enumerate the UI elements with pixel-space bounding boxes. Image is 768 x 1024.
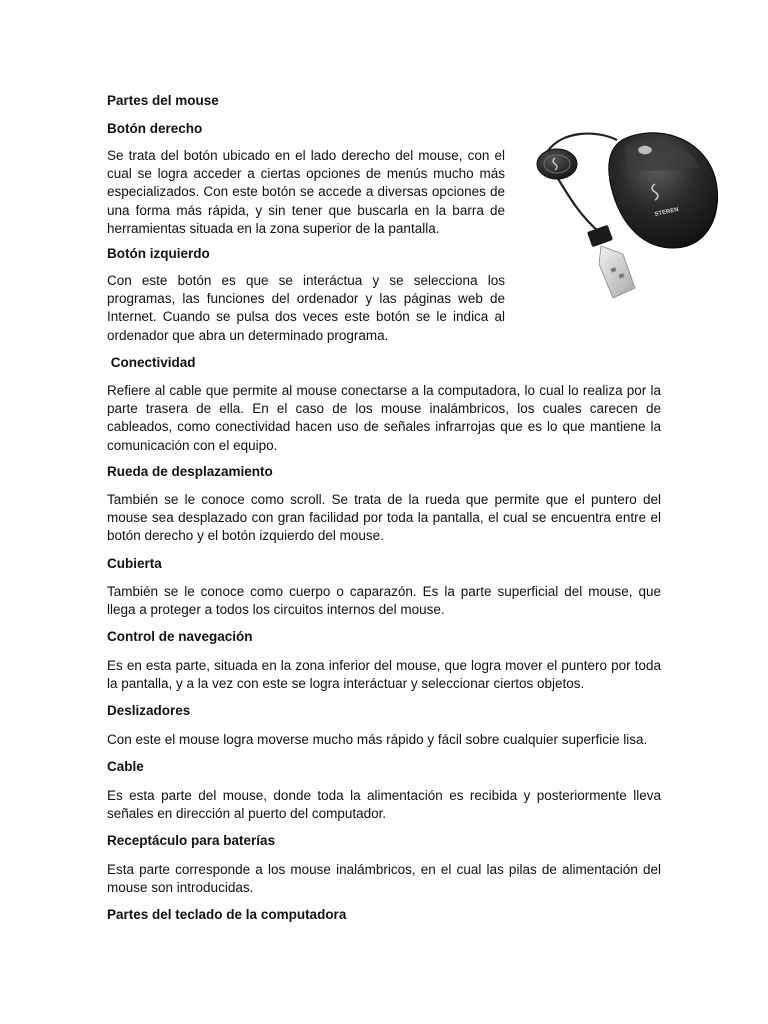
usb-connector <box>599 246 635 298</box>
section-heading-cable: Cable <box>107 759 144 774</box>
mouse-image <box>527 122 722 300</box>
brand-logo-text: STEREN <box>654 207 680 218</box>
cable-reel <box>537 149 577 179</box>
scroll-wheel <box>638 146 652 155</box>
next-section-heading: Partes del teclado de la computadora <box>107 907 347 922</box>
section-text-control-navegacion: Es en esta parte, situada en la zona inferior del mouse, que logra mover el puntero por toda la pantalla, y a la vez con este se logra interáctuar y seleccionar ciertos objetos. <box>107 658 661 692</box>
section-heading-rueda: Rueda de desplazamiento <box>107 464 273 479</box>
section-text-boton-derecho: Se trata del botón ubicado en el lado derecho del mouse, con el cual se logra acceder a ciertas opciones de menús mucho más especializados. Con este botón se accede a diversas opciones de una forma más rápida, y sin tener que buscarla en la barra de herramientas situada en la zona superior de la pantalla. <box>107 148 505 236</box>
document-title: Partes del mouse <box>107 93 219 108</box>
section-heading-boton-derecho: Botón derecho <box>107 121 203 136</box>
section-text-conectividad: Refiere al cable que permite al mouse conectarse a la computadora, lo cual lo realiza por la parte trasera de ella. En el caso de los mouse inalámbricos, los cuales carecen de cableados, como conectividad hacen uso de señales infrarrojas que es lo que mantiene la comunicación con el equipo. <box>107 383 661 453</box>
section-heading-conectividad: Conectividad <box>107 355 196 370</box>
section-text-rueda: También se le conoce como scroll. Se trata de la rueda que permite que el puntero del mouse sea desplazado con gran facilidad por toda la pantalla, el cual se encuentra entre el botón derecho y el botón izquierdo del mouse. <box>107 492 661 544</box>
section-text-deslizadores: Con este el mouse logra moverse mucho más rápido y fácil sobre cualquier superficie lisa. <box>107 732 648 747</box>
section-heading-control-navegacion: Control de navegación <box>107 629 253 644</box>
section-heading-boton-izquierdo: Botón izquierdo <box>107 246 210 261</box>
section-heading-deslizadores: Deslizadores <box>107 703 191 718</box>
section-text-cubierta: También se le conoce como cuerpo o caparazón. Es la parte superficial del mouse, que llega a proteger a todos los circuitos internos del mouse. <box>107 584 661 618</box>
usb-plug-body <box>587 225 613 248</box>
section-heading-receptaculo: Receptáculo para baterías <box>107 833 276 848</box>
cable-lower <box>557 177 599 232</box>
section-text-boton-izquierdo: Con este botón es que se interáctua y se selecciona los programas, las funciones del ordenador y las páginas web de Internet. Cuando se pulsa dos veces este botón se le indica al ordenador que abra un determinado programa. <box>107 273 505 343</box>
section-text-receptaculo: Esta parte corresponde a los mouse inalámbricos, en el cual las pilas de alimentación del mouse son introducidas. <box>107 862 661 896</box>
section-text-cable: Es esta parte del mouse, donde toda la alimentación es recibida y posteriormente lleva señales en dirección al puerto del computador. <box>107 788 661 822</box>
section-heading-cubierta: Cubierta <box>107 556 162 571</box>
